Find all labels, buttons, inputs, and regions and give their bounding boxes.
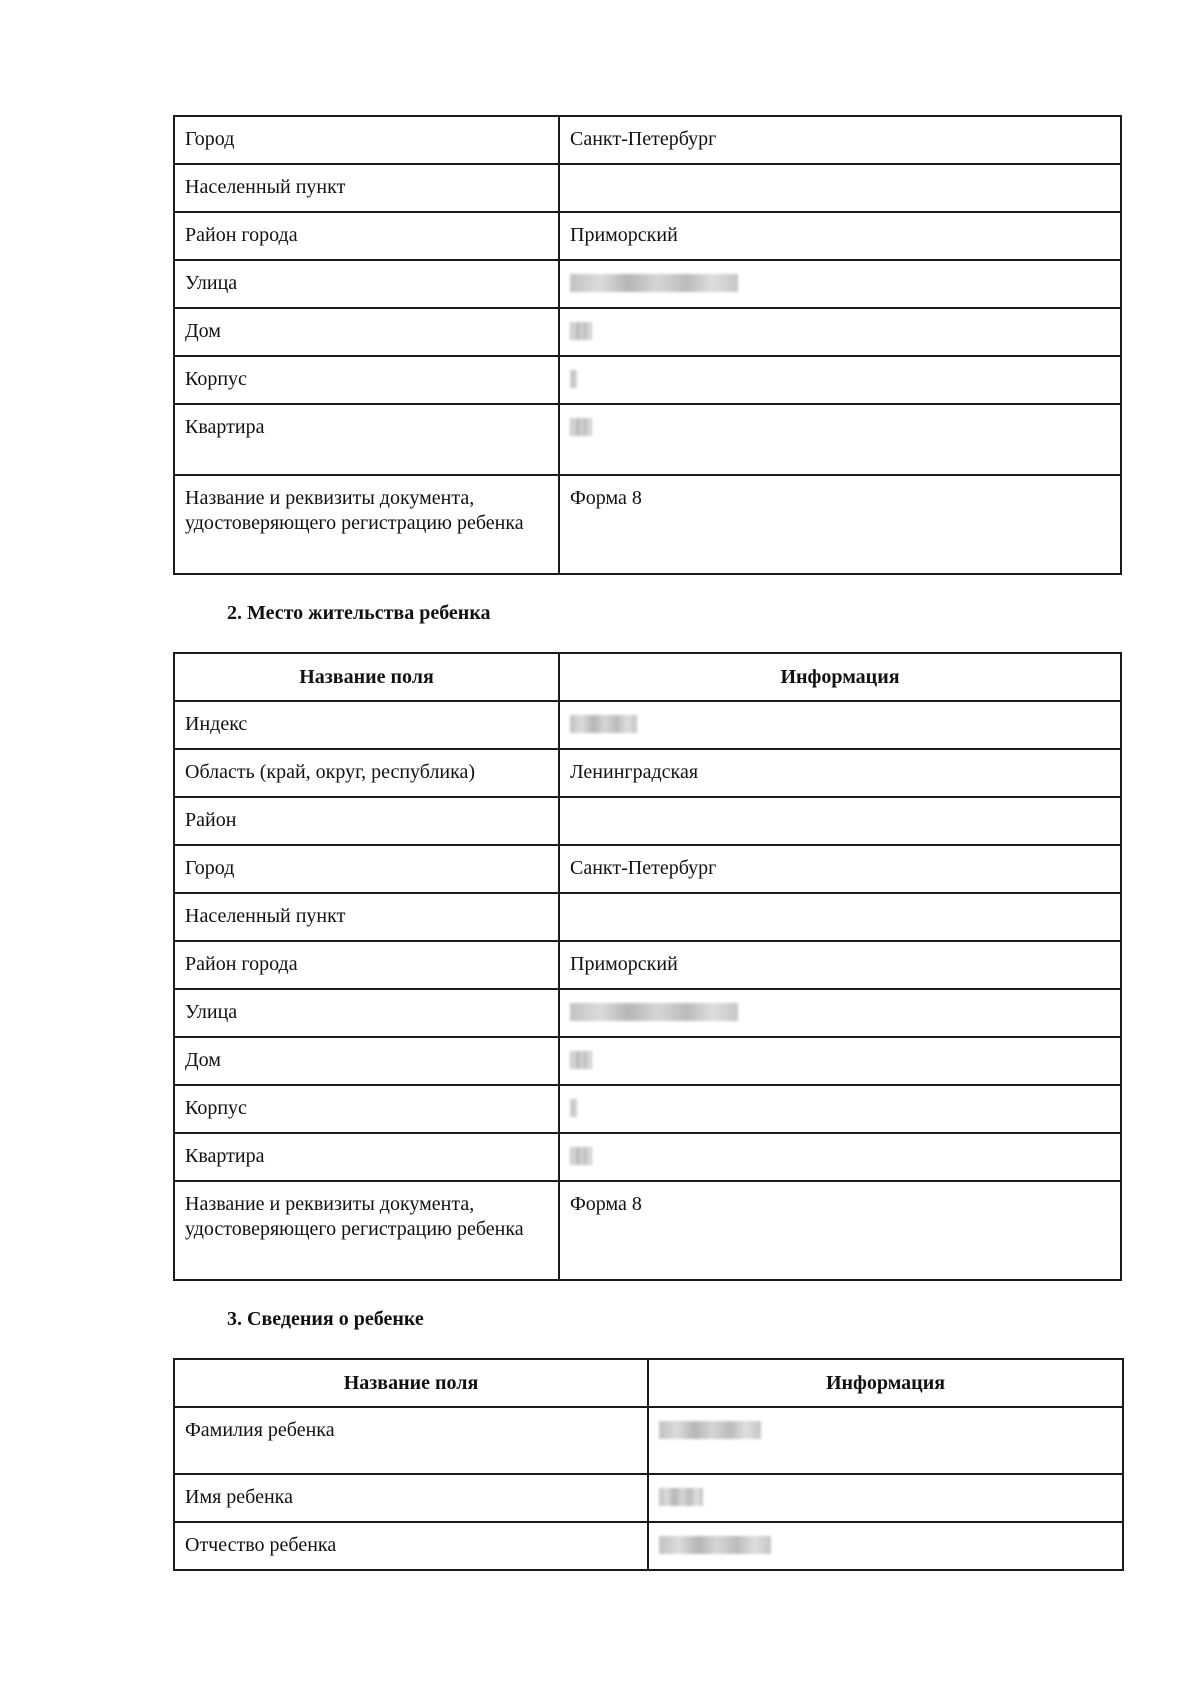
field-name: Название и реквизиты документа, удостоверяющего регистрацию ребенка <box>185 1193 524 1240</box>
field-name-cell <box>174 404 559 475</box>
redacted-value <box>570 274 738 292</box>
field-name: Фамилия ребенка <box>185 1419 335 1441</box>
redacted-value <box>570 322 592 340</box>
field-name: Дом <box>185 320 221 342</box>
table-row <box>174 1522 1123 1570</box>
table-row <box>174 1407 1123 1474</box>
table-row <box>174 1181 1121 1280</box>
table-row <box>174 404 1121 475</box>
field-value-cell <box>559 212 1121 260</box>
redacted-value <box>570 370 577 388</box>
field-value: Форма 8 <box>570 1193 642 1215</box>
field-name-cell <box>174 212 559 260</box>
field-value-cell <box>559 893 1121 941</box>
field-name: Населенный пункт <box>185 905 346 927</box>
redacted-value <box>570 1147 592 1165</box>
field-value <box>570 894 1110 904</box>
field-name-cell <box>174 475 559 574</box>
field-name: Область (край, округ, республика) <box>185 761 476 783</box>
field-value: Приморский <box>570 224 678 246</box>
section-title-child-info: 3. Сведения о ребенке <box>227 1308 424 1330</box>
field-value-cell <box>648 1407 1123 1474</box>
field-name-cell <box>174 1085 559 1133</box>
table-row <box>174 749 1121 797</box>
table-header-row <box>174 653 1121 701</box>
field-value-cell <box>559 1085 1121 1133</box>
residence-table <box>173 652 1122 1281</box>
field-name: Имя ребенка <box>185 1486 293 1508</box>
redacted-value <box>659 1421 761 1439</box>
table-row <box>174 212 1121 260</box>
field-value <box>570 798 1110 808</box>
table-row <box>174 1133 1121 1181</box>
field-name-cell <box>174 941 559 989</box>
field-name: Индекс <box>185 713 248 735</box>
redacted-value <box>570 715 637 733</box>
field-value-cell <box>559 701 1121 749</box>
field-name-cell <box>174 845 559 893</box>
column-header-info: Информация <box>559 653 1121 701</box>
field-name: Улица <box>185 1001 238 1023</box>
table-row <box>174 116 1121 164</box>
table-row <box>174 356 1121 404</box>
field-name-cell <box>174 1133 559 1181</box>
field-name-cell <box>174 260 559 308</box>
section-title-residence: 2. Место жительства ребенка <box>227 602 491 624</box>
column-header-info: Информация <box>648 1359 1123 1407</box>
field-name-cell <box>174 1407 648 1474</box>
table-row <box>174 989 1121 1037</box>
field-name-cell <box>174 749 559 797</box>
field-name: Город <box>185 128 235 150</box>
field-name-cell <box>174 356 559 404</box>
field-value-cell <box>559 1037 1121 1085</box>
field-name-cell <box>174 164 559 212</box>
child-info-table <box>173 1358 1124 1571</box>
field-name: Город <box>185 857 235 879</box>
table-row <box>174 1474 1123 1522</box>
column-header-field: Название поля <box>174 1359 648 1407</box>
table-row <box>174 1085 1121 1133</box>
table-header-row <box>174 1359 1123 1407</box>
table-row <box>174 845 1121 893</box>
field-value-cell <box>559 1133 1121 1181</box>
field-name: Корпус <box>185 368 247 390</box>
field-value-cell <box>559 941 1121 989</box>
field-name: Квартира <box>185 1145 265 1167</box>
field-value: Приморский <box>570 953 678 975</box>
field-value-cell <box>559 845 1121 893</box>
field-name: Квартира <box>185 416 265 438</box>
field-value: Санкт-Петербург <box>570 857 717 879</box>
field-value-cell <box>559 1181 1121 1280</box>
table-row <box>174 893 1121 941</box>
field-name: Район города <box>185 224 298 246</box>
field-name-cell <box>174 797 559 845</box>
field-name-cell <box>174 1474 648 1522</box>
field-name-cell <box>174 116 559 164</box>
table-row <box>174 475 1121 574</box>
field-value <box>570 165 1110 175</box>
field-value-cell <box>559 116 1121 164</box>
field-value-cell <box>559 475 1121 574</box>
field-name: Улица <box>185 272 238 294</box>
field-name: Корпус <box>185 1097 247 1119</box>
field-name: Район <box>185 809 237 831</box>
field-name-cell <box>174 989 559 1037</box>
field-value-cell <box>559 989 1121 1037</box>
field-value: Форма 8 <box>570 487 642 509</box>
redacted-value <box>570 1051 592 1069</box>
redacted-value <box>570 418 592 436</box>
field-name-cell <box>174 1181 559 1280</box>
redacted-value <box>659 1536 771 1554</box>
field-name: Район города <box>185 953 298 975</box>
field-name-cell <box>174 893 559 941</box>
field-value: Ленинградская <box>570 761 699 783</box>
field-value-cell <box>559 404 1121 475</box>
field-value-cell <box>559 356 1121 404</box>
field-name-cell <box>174 1037 559 1085</box>
table-row <box>174 797 1121 845</box>
table-row <box>174 1037 1121 1085</box>
table-row <box>174 260 1121 308</box>
field-name: Населенный пункт <box>185 176 346 198</box>
table-row <box>174 164 1121 212</box>
column-header-field: Название поля <box>174 653 559 701</box>
field-name: Название и реквизиты документа, удостоверяющего регистрацию ребенка <box>185 487 524 534</box>
field-value-cell <box>559 260 1121 308</box>
field-value: Санкт-Петербург <box>570 128 717 150</box>
field-value-cell <box>648 1522 1123 1570</box>
field-name-cell <box>174 1522 648 1570</box>
field-name: Дом <box>185 1049 221 1071</box>
field-value-cell <box>559 797 1121 845</box>
redacted-value <box>570 1099 577 1117</box>
registration-address-table <box>173 115 1122 575</box>
redacted-value <box>570 1003 738 1021</box>
table-row <box>174 941 1121 989</box>
field-name-cell <box>174 701 559 749</box>
field-value-cell <box>648 1474 1123 1522</box>
field-value-cell <box>559 749 1121 797</box>
field-value-cell <box>559 164 1121 212</box>
field-name-cell <box>174 308 559 356</box>
redacted-value <box>659 1488 703 1506</box>
table-row <box>174 701 1121 749</box>
field-value-cell <box>559 308 1121 356</box>
field-name: Отчество ребенка <box>185 1534 337 1556</box>
table-row <box>174 308 1121 356</box>
